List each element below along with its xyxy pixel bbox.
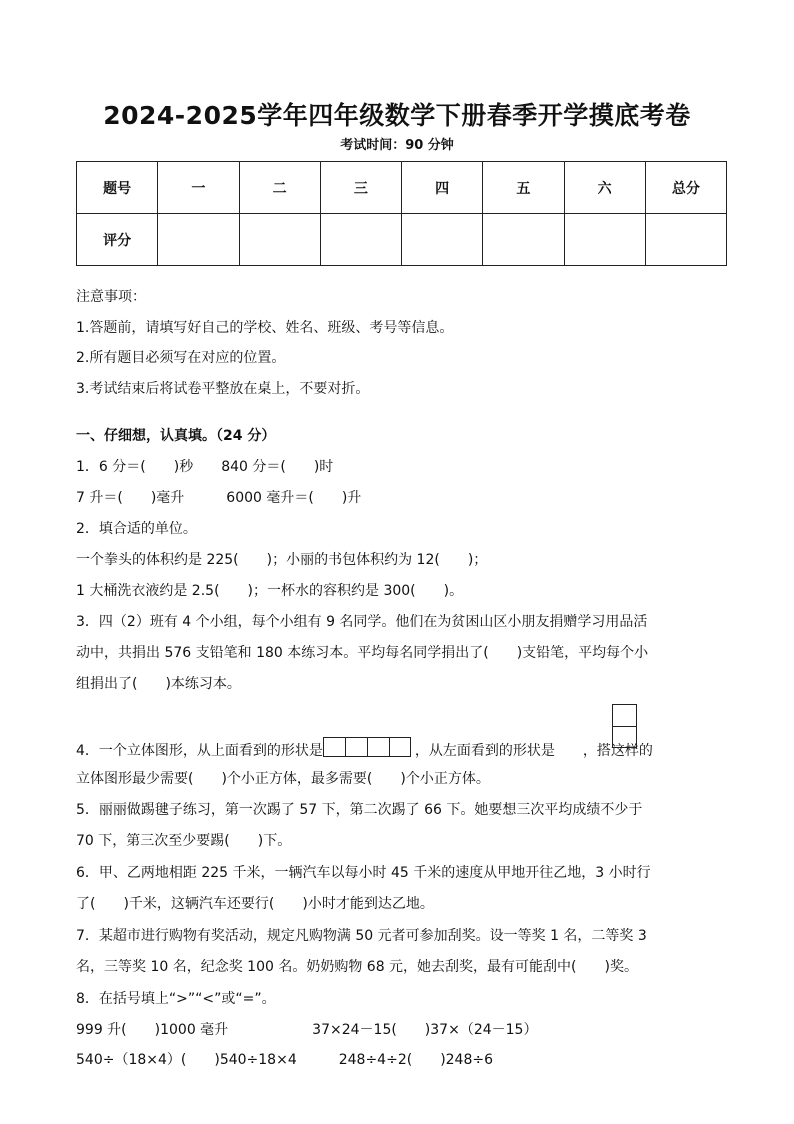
question-1-line: 1．6 分＝( )秒 840 分＝( )时: [76, 459, 334, 475]
question-2-line: 2．填合适的单位。: [76, 521, 197, 537]
score-table: [76, 161, 727, 266]
exam-duration: 考试时间：90 分钟: [340, 138, 454, 153]
question-7-line: 7．某超市进行购物有奖活动，规定凡购物满 50 元者可参加刮奖。设一等奖 1 名，二等奖 3: [76, 928, 647, 944]
section-heading: 一、仔细想，认真填。（24 分）: [76, 428, 276, 444]
question-8-line: 8．在括号填上“>”“<”或“=”。: [76, 991, 276, 1007]
question-6-line: 6．甲、乙两地相距 225 千米，一辆汽车以每小时 45 千米的速度从甲地开往乙地，3 小时行: [76, 865, 651, 881]
score-cell[interactable]: [483, 214, 564, 266]
score-label-cell: 评分: [77, 214, 158, 266]
header-cell-4: 四: [402, 162, 483, 214]
notice-item: 2.所有题目必须写在对应的位置。: [76, 350, 286, 366]
question-3-line: 动中，共捐出 576 支铅笔和 180 本练习本。平均每名同学捐出了( )支铅笔，平均每个小: [76, 645, 649, 661]
exam-title: 2024-2025学年四年级数学下册春季开学摸底考卷: [103, 101, 691, 130]
question-6-line: 了( )千米，这辆汽车还要行( )小时才能到达乙地。: [76, 896, 434, 912]
question-4-text: ，搭这样的: [582, 743, 653, 759]
score-cell[interactable]: [239, 214, 320, 266]
left-view-diagram: [612, 704, 637, 748]
header-cell-6: 六: [564, 162, 645, 214]
header-cell-3: 三: [320, 162, 401, 214]
notice-item: 3.考试结束后将试卷平整放在桌上，不要对折。: [76, 381, 370, 397]
question-1-line: 7 升＝( )毫升 6000 毫升＝( )升: [76, 490, 362, 506]
notice-item: 1.答题前，请填写好自己的学校、姓名、班级、考号等信息。: [76, 320, 454, 336]
question-4-text: ，从左面看到的形状是: [414, 743, 555, 759]
score-cell[interactable]: [645, 214, 726, 266]
score-cell[interactable]: [158, 214, 239, 266]
score-cell[interactable]: [320, 214, 401, 266]
header-cell-2: 二: [239, 162, 320, 214]
question-5-line: 70 下，第三次至少要踢( )下。: [76, 833, 292, 849]
question-4-line: [76, 737, 653, 761]
header-cell-1: 一: [158, 162, 239, 214]
header-cell-number: 题号: [77, 162, 158, 214]
table-row: [77, 214, 727, 266]
question-3-line: 组捐出了( )本练习本。: [76, 676, 241, 692]
question-4-line: 立体图形最少需要( )个小正方体，最多需要( )个小正方体。: [76, 771, 490, 787]
header-cell-total: 总分: [645, 162, 726, 214]
top-view-diagram: [323, 737, 411, 761]
table-row: [77, 162, 727, 214]
question-7-line: 名，三等奖 10 名，纪念奖 100 名。奶奶购物 68 元，她去刮奖，最有可能刮中( )奖。: [76, 959, 638, 975]
question-4-text: 4．一个立体图形，从上面看到的形状是: [76, 743, 323, 759]
question-5-line: 5．丽丽做踢毽子练习，第一次踢了 57 下，第二次踢了 66 下。她要想三次平均成绩不少于: [76, 802, 643, 818]
score-cell[interactable]: [564, 214, 645, 266]
score-cell[interactable]: [402, 214, 483, 266]
question-2-line: 一个拳头的体积约是 225( )；小丽的书包体积约为 12( )；: [76, 552, 488, 568]
header-cell-5: 五: [483, 162, 564, 214]
question-2-line: 1 大桶洗衣液约是 2.5( )；一杯水的容积约是 300( )。: [76, 583, 464, 599]
question-8-line: 999 升( )1000 毫升 37×24－15( )37×（24－15）: [76, 1022, 538, 1038]
question-3-line: 3．四（2）班有 4 个小组，每个小组有 9 名同学。他们在为贫困山区小朋友捐赠学习用品活: [76, 614, 648, 630]
question-8-line: 540÷（18×4）( )540÷18×4 248÷4÷2( )248÷6: [76, 1052, 494, 1068]
notice-heading: 注意事项：: [76, 289, 146, 305]
